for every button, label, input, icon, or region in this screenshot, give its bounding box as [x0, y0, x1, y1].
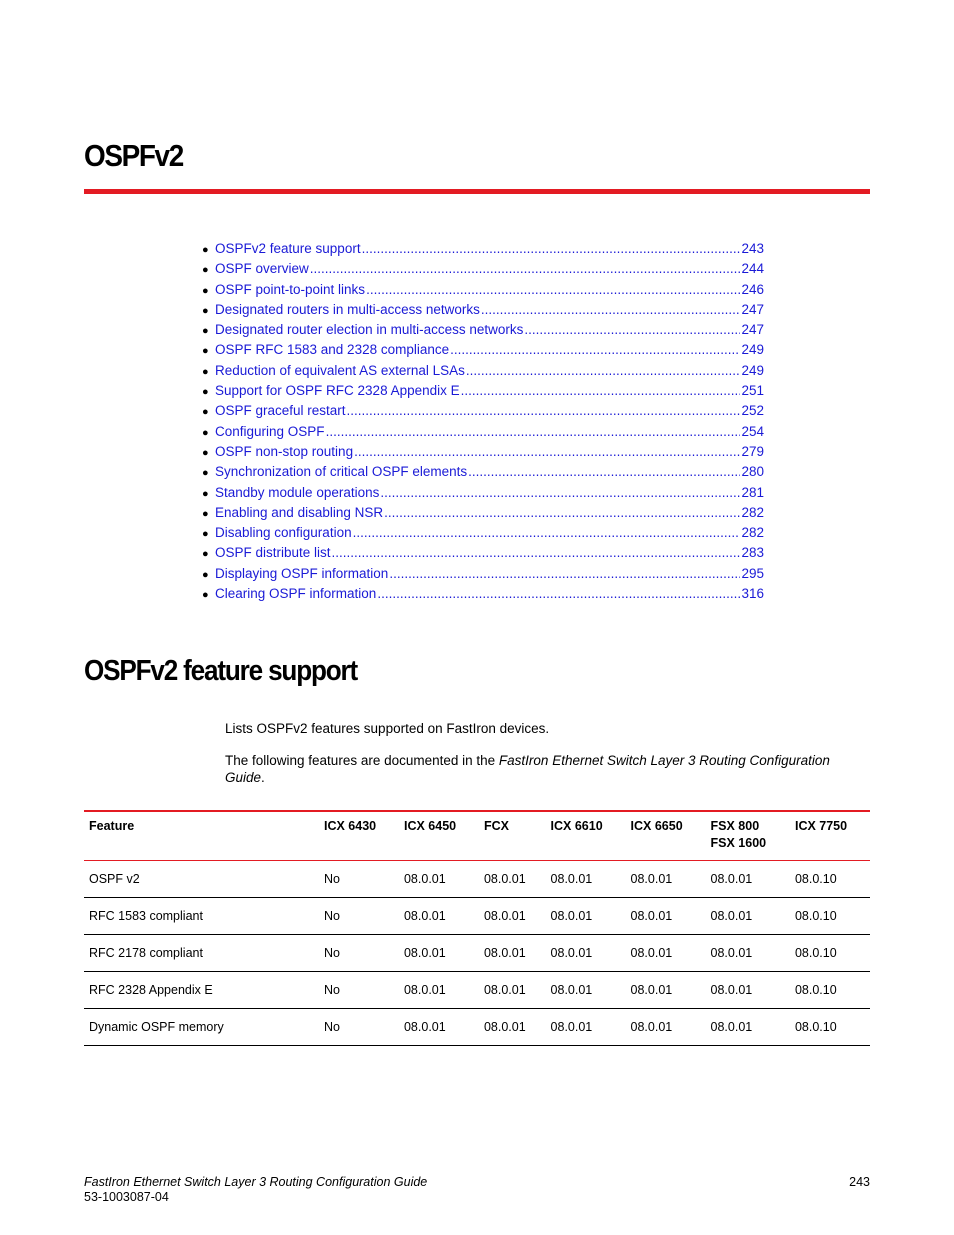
table-cell: 08.0.01 — [706, 1009, 790, 1046]
toc-item[interactable] — [202, 543, 764, 563]
table-cell: 08.0.01 — [399, 1009, 479, 1046]
table-cell: 08.0.01 — [626, 861, 706, 898]
toc-page[interactable]: 282 — [741, 504, 764, 520]
col-header-feature: Feature — [84, 811, 319, 861]
toc-link[interactable]: Disabling configuration — [215, 525, 352, 541]
table-row — [84, 935, 870, 972]
toc-link[interactable]: Designated router election in multi-access networks — [215, 322, 524, 338]
feature-support-table — [84, 810, 870, 1046]
table-cell: 08.0.01 — [626, 898, 706, 935]
footer-page-number: 243 — [849, 1175, 870, 1189]
toc-link[interactable]: Reduction of equivalent AS external LSAs — [215, 362, 465, 378]
table-cell: No — [319, 898, 399, 935]
table-cell: 08.0.01 — [706, 972, 790, 1009]
toc-page[interactable]: 280 — [741, 464, 764, 480]
toc-page[interactable]: 246 — [741, 281, 764, 297]
table-cell: RFC 1583 compliant — [84, 898, 319, 935]
footer-doc-number: 53-1003087-04 — [84, 1190, 169, 1204]
toc-link[interactable]: Synchronization of critical OSPF elements — [215, 464, 468, 480]
bullet-icon: ● — [202, 568, 209, 581]
toc-link[interactable]: OSPF non-stop routing — [215, 443, 354, 459]
mini-toc — [202, 239, 764, 604]
table-cell: No — [319, 972, 399, 1009]
table-cell: 08.0.10 — [790, 972, 870, 1009]
toc-item[interactable] — [202, 564, 764, 584]
toc-page[interactable]: 316 — [741, 586, 764, 602]
table-cell: 08.0.01 — [479, 935, 546, 972]
bullet-icon: ● — [202, 244, 209, 256]
toc-page[interactable]: 252 — [741, 403, 764, 419]
toc-page[interactable]: 281 — [741, 484, 764, 500]
col-header-icx6650: ICX 6650 — [626, 811, 706, 861]
table-cell: 08.0.01 — [479, 898, 546, 935]
section-title: OSPFv2 feature support — [84, 655, 358, 687]
bullet-icon: ● — [202, 446, 209, 459]
col-header-icx6430: ICX 6430 — [319, 811, 399, 861]
table-cell: 08.0.01 — [626, 1009, 706, 1046]
bullet-icon: ● — [202, 284, 209, 297]
bullet-icon: ● — [202, 589, 209, 602]
toc-link[interactable]: Designated routers in multi-access networks — [215, 301, 480, 317]
toc-page[interactable]: 249 — [741, 362, 764, 378]
toc-leader — [450, 340, 740, 360]
table-cell: Dynamic OSPF memory — [84, 1009, 319, 1046]
table-cell: 08.0.01 — [546, 861, 626, 898]
bullet-icon: ● — [202, 507, 209, 520]
table-cell: 08.0.01 — [706, 935, 790, 972]
table-cell: 08.0.01 — [706, 898, 790, 935]
toc-page[interactable]: 249 — [741, 342, 764, 358]
toc-link[interactable]: Configuring OSPF — [215, 423, 325, 439]
toc-link[interactable]: OSPF overview — [215, 261, 309, 277]
table-cell: No — [319, 1009, 399, 1046]
table-cell: 08.0.01 — [626, 935, 706, 972]
col-header-fsx800: FSX 800 — [710, 819, 760, 833]
bullet-icon: ● — [202, 345, 209, 358]
col-header-icx6450: ICX 6450 — [399, 811, 479, 861]
col-header-fsx — [706, 811, 790, 861]
toc-leader — [326, 422, 741, 442]
toc-link[interactable]: OSPF RFC 1583 and 2328 compliance — [215, 342, 450, 358]
toc-page[interactable]: 283 — [741, 545, 764, 561]
toc-item[interactable] — [202, 584, 764, 604]
toc-page[interactable]: 282 — [741, 525, 764, 541]
reference-suffix: . — [261, 770, 265, 785]
toc-leader — [461, 381, 741, 401]
toc-leader — [481, 300, 741, 320]
table-cell: 08.0.01 — [479, 861, 546, 898]
toc-leader — [524, 320, 740, 340]
bullet-icon: ● — [202, 406, 209, 419]
table-row — [84, 1009, 870, 1046]
table-cell: 08.0.01 — [546, 1009, 626, 1046]
table-cell: RFC 2328 Appendix E — [84, 972, 319, 1009]
toc-leader — [377, 584, 740, 604]
toc-link[interactable]: Standby module operations — [215, 484, 380, 500]
toc-leader — [353, 523, 741, 543]
toc-leader — [347, 401, 741, 421]
toc-item[interactable] — [202, 422, 764, 442]
toc-item[interactable] — [202, 320, 764, 340]
col-header-icx7750: ICX 7750 — [790, 811, 870, 861]
toc-item[interactable] — [202, 340, 764, 360]
table-row — [84, 972, 870, 1009]
table-cell: 08.0.01 — [479, 1009, 546, 1046]
toc-link[interactable]: Enabling and disabling NSR — [215, 504, 384, 520]
col-header-icx6610: ICX 6610 — [546, 811, 626, 861]
toc-link[interactable]: OSPF point-to-point links — [215, 281, 366, 297]
table-cell: RFC 2178 compliant — [84, 935, 319, 972]
reference-prefix: The following features are documented in the — [225, 753, 499, 768]
chapter-title: OSPFv2 — [84, 138, 183, 173]
toc-item[interactable] — [202, 503, 764, 523]
toc-leader — [362, 239, 741, 259]
toc-page[interactable]: 244 — [741, 261, 764, 277]
toc-link[interactable]: Support for OSPF RFC 2328 Appendix E — [215, 383, 460, 399]
bullet-icon: ● — [202, 467, 209, 480]
toc-item[interactable] — [202, 381, 764, 401]
toc-link[interactable]: OSPF graceful restart — [215, 403, 346, 419]
table-header-row — [84, 811, 870, 861]
col-header-fsx1600: FSX 1600 — [710, 836, 767, 850]
toc-item[interactable] — [202, 361, 764, 381]
toc-item[interactable] — [202, 462, 764, 482]
table-cell: 08.0.01 — [399, 861, 479, 898]
toc-leader — [466, 361, 741, 381]
intro-paragraph: Lists OSPFv2 features supported on FastIron devices. — [225, 721, 550, 736]
bullet-icon: ● — [202, 365, 209, 378]
page-footer — [84, 1175, 427, 1205]
toc-item[interactable] — [202, 259, 764, 279]
toc-page[interactable]: 279 — [741, 443, 764, 459]
toc-item[interactable] — [202, 483, 764, 503]
toc-page[interactable]: 251 — [741, 383, 764, 399]
table-cell: No — [319, 861, 399, 898]
toc-item[interactable] — [202, 401, 764, 421]
table-cell: No — [319, 935, 399, 972]
footer-guide-title: FastIron Ethernet Switch Layer 3 Routing Configuration Guide — [84, 1175, 428, 1189]
toc-link[interactable]: OSPF distribute list — [215, 545, 331, 561]
chapter-divider — [84, 189, 870, 194]
table-cell: 08.0.01 — [626, 972, 706, 1009]
bullet-icon: ● — [202, 548, 209, 561]
toc-leader — [468, 462, 740, 482]
toc-leader — [332, 543, 741, 563]
table-cell: 08.0.01 — [546, 972, 626, 1009]
toc-page[interactable]: 254 — [741, 423, 764, 439]
toc-item[interactable] — [202, 300, 764, 320]
bullet-icon: ● — [202, 386, 209, 399]
toc-leader — [310, 259, 741, 279]
toc-link[interactable]: OSPFv2 feature support — [215, 241, 361, 256]
toc-leader — [366, 280, 740, 300]
table-cell: 08.0.01 — [399, 935, 479, 972]
table-cell: 08.0.01 — [399, 972, 479, 1009]
bullet-icon: ● — [202, 264, 209, 277]
toc-item[interactable] — [202, 442, 764, 462]
reference-paragraph — [225, 752, 865, 786]
toc-leader — [384, 503, 740, 523]
table-cell: 08.0.10 — [790, 1009, 870, 1046]
toc-leader — [380, 483, 740, 503]
table-row — [84, 898, 870, 935]
table-cell: 08.0.01 — [399, 898, 479, 935]
toc-page[interactable]: 247 — [741, 322, 764, 338]
table-cell: 08.0.01 — [546, 898, 626, 935]
toc-item[interactable] — [202, 239, 764, 259]
toc-leader — [354, 442, 740, 462]
bullet-icon: ● — [202, 325, 209, 338]
table-row — [84, 861, 870, 898]
toc-item[interactable] — [202, 280, 764, 300]
bullet-icon: ● — [202, 304, 209, 317]
table-cell: 08.0.10 — [790, 898, 870, 935]
bullet-icon: ● — [202, 528, 209, 541]
toc-item[interactable] — [202, 523, 764, 543]
bullet-icon: ● — [202, 426, 209, 439]
table-cell: 08.0.01 — [479, 972, 546, 1009]
toc-leader — [389, 564, 740, 584]
col-header-fcx: FCX — [479, 811, 546, 861]
toc-page[interactable]: 243 — [741, 241, 764, 256]
toc-page[interactable]: 247 — [741, 301, 764, 317]
bullet-icon: ● — [202, 487, 209, 500]
table-cell: 08.0.01 — [706, 861, 790, 898]
toc-link[interactable]: Displaying OSPF information — [215, 565, 389, 581]
toc-link[interactable]: Clearing OSPF information — [215, 586, 377, 602]
toc-page[interactable]: 295 — [741, 565, 764, 581]
table-cell: 08.0.01 — [546, 935, 626, 972]
table-cell: 08.0.10 — [790, 861, 870, 898]
table-cell: OSPF v2 — [84, 861, 319, 898]
guide-reference: FastIron Ethernet Switch Layer 3 Routing Configuration Guide — [225, 753, 830, 785]
table-cell: 08.0.10 — [790, 935, 870, 972]
